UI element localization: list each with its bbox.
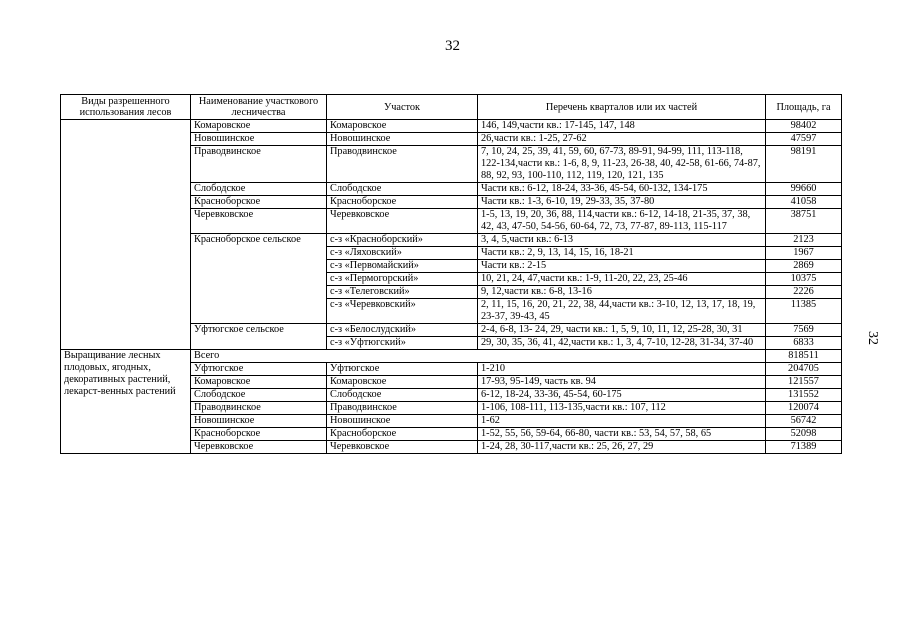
header-uchastok: Участок (327, 95, 478, 120)
area-cell: 2226 (766, 286, 842, 299)
section1-body (61, 120, 842, 350)
lesnichestvo-cell: Комаровское (191, 120, 327, 133)
total-label-cell: Всего (191, 350, 766, 363)
vid-cell-empty (61, 120, 191, 350)
uchastok-cell: с-з «Уфтюгский» (327, 337, 478, 350)
uchastok-cell: с-з «Телеговский» (327, 286, 478, 299)
area-cell: 11385 (766, 299, 842, 324)
kvartaly-cell: 17-93, 95-149, часть кв. 94 (478, 376, 766, 389)
lesnichestvo-cell: Черевковское (191, 209, 327, 234)
total-area-cell: 818511 (766, 350, 842, 363)
side-page-number: 32 (865, 331, 880, 345)
uchastok-cell: Новошинское (327, 415, 478, 428)
area-cell: 204705 (766, 363, 842, 376)
uchastok-cell: с-з «Ляховский» (327, 247, 478, 260)
header-kvartaly: Перечень кварталов или их частей (478, 95, 766, 120)
area-cell: 10375 (766, 273, 842, 286)
area-cell: 120074 (766, 402, 842, 415)
area-cell: 7569 (766, 324, 842, 337)
kvartaly-cell: 1-62 (478, 415, 766, 428)
lesnichestvo-cell: Уфтюгское сельское (191, 324, 327, 350)
area-cell: 2123 (766, 234, 842, 247)
kvartaly-cell: Части кв.: 2, 9, 13, 14, 15, 16, 18-21 (478, 247, 766, 260)
header-area: Площадь, га (766, 95, 842, 120)
uchastok-cell: с-з «Красноборский» (327, 234, 478, 247)
uchastok-cell: Комаровское (327, 376, 478, 389)
lesnichestvo-cell: Новошинское (191, 415, 327, 428)
uchastok-cell: Черевковское (327, 441, 478, 454)
uchastok-cell: Красноборское (327, 196, 478, 209)
kvartaly-cell: Части кв.: 6-12, 18-24, 33-36, 45-54, 60-132, 134-175 (478, 183, 766, 196)
area-cell: 56742 (766, 415, 842, 428)
area-cell: 2869 (766, 260, 842, 273)
kvartaly-cell: 9, 12,части кв.: 6-8, 13-16 (478, 286, 766, 299)
kvartaly-cell: 1-106, 108-111, 113-135,части кв.: 107, 112 (478, 402, 766, 415)
header-lesnichestvo: Наименование участкового лесничества (191, 95, 327, 120)
uchastok-cell: Красноборское (327, 428, 478, 441)
kvartaly-cell: 1-5, 13, 19, 20, 36, 88, 114,части кв.: 6-12, 14-18, 21-35, 37, 38, 42, 43, 47-50, 54-56, 60-64, 72, 73, 77-87, 89-113, 115-117 (478, 209, 766, 234)
lesnichestvo-cell: Комаровское (191, 376, 327, 389)
lesnichestvo-cell: Уфтюгское (191, 363, 327, 376)
vid-cell: Выращивание лесных плодовых, ягодных, декоративных растений, лекарст-венных растений (61, 350, 191, 454)
page-number: 32 (445, 38, 460, 54)
area-cell: 1967 (766, 247, 842, 260)
area-cell: 121557 (766, 376, 842, 389)
area-cell: 52098 (766, 428, 842, 441)
uchastok-cell: Комаровское (327, 120, 478, 133)
area-cell: 98191 (766, 146, 842, 183)
uchastok-cell: с-з «Первомайский» (327, 260, 478, 273)
kvartaly-cell: 3, 4, 5,части кв.: 6-13 (478, 234, 766, 247)
kvartaly-cell: 1-52, 55, 56, 59-64, 66-80, части кв.: 53, 54, 57, 58, 65 (478, 428, 766, 441)
lesnichestvo-cell: Слободское (191, 183, 327, 196)
header-vid: Виды разрешенного использования лесов (61, 95, 191, 120)
uchastok-cell: с-з «Белослудский» (327, 324, 478, 337)
uchastok-cell: Черевковское (327, 209, 478, 234)
lesnichestvo-cell: Слободское (191, 389, 327, 402)
kvartaly-cell: 1-24, 28, 30-117,части кв.: 25, 26, 27, 29 (478, 441, 766, 454)
kvartaly-cell: Части кв.: 1-3, 6-10, 19, 29-33, 35, 37-80 (478, 196, 766, 209)
area-cell: 71389 (766, 441, 842, 454)
lesnichestvo-cell: Красноборское (191, 196, 327, 209)
lesnichestvo-cell: Праводвинское (191, 146, 327, 183)
kvartaly-cell: 2, 11, 15, 16, 20, 21, 22, 38, 44,части кв.: 3-10, 12, 13, 17, 18, 19, 23-37, 39-43, 45 (478, 299, 766, 324)
area-cell: 41058 (766, 196, 842, 209)
section2-body (61, 350, 842, 454)
kvartaly-cell: 26,части кв.: 1-25, 27-62 (478, 133, 766, 146)
kvartaly-cell: 2-4, 6-8, 13- 24, 29, части кв.: 1, 5, 9, 10, 11, 12, 25-28, 30, 31 (478, 324, 766, 337)
forest-use-table (60, 94, 842, 454)
uchastok-cell: с-з «Пермогорский» (327, 273, 478, 286)
table-row (61, 120, 842, 133)
lesnichestvo-cell: Красноборское сельское (191, 234, 327, 324)
kvartaly-cell: 29, 30, 35, 36, 41, 42,части кв.: 1, 3, 4, 7-10, 12-28, 31-34, 37-40 (478, 337, 766, 350)
area-cell: 47597 (766, 133, 842, 146)
uchastok-cell: Слободское (327, 183, 478, 196)
uchastok-cell: Слободское (327, 389, 478, 402)
uchastok-cell: Уфтюгское (327, 363, 478, 376)
uchastok-cell: Праводвинское (327, 146, 478, 183)
area-cell: 6833 (766, 337, 842, 350)
lesnichestvo-cell: Черевковское (191, 441, 327, 454)
area-cell: 131552 (766, 389, 842, 402)
uchastok-cell: Новошинское (327, 133, 478, 146)
lesnichestvo-cell: Праводвинское (191, 402, 327, 415)
kvartaly-cell: 10, 21, 24, 47,части кв.: 1-9, 11-20, 22, 23, 25-46 (478, 273, 766, 286)
kvartaly-cell: 146, 149,части кв.: 17-145, 147, 148 (478, 120, 766, 133)
kvartaly-cell: Части кв.: 2-15 (478, 260, 766, 273)
area-cell: 38751 (766, 209, 842, 234)
header-row (61, 95, 842, 120)
area-cell: 99660 (766, 183, 842, 196)
total-row (61, 350, 842, 363)
uchastok-cell: с-з «Черевковский» (327, 299, 478, 324)
uchastok-cell: Праводвинское (327, 402, 478, 415)
kvartaly-cell: 6-12, 18-24, 33-36, 45-54, 60-175 (478, 389, 766, 402)
lesnichestvo-cell: Красноборское (191, 428, 327, 441)
lesnichestvo-cell: Новошинское (191, 133, 327, 146)
area-cell: 98402 (766, 120, 842, 133)
kvartaly-cell: 7, 10, 24, 25, 39, 41, 59, 60, 67-73, 89-91, 94-99, 111, 113-118, 122-134,части кв.: 1-6, 8, 9, 11-23, 26-38, 40, 42-58, 61-66, 74-87, 88, 92, 93, 100-110, 112, 119, 120, 121, 135 (478, 146, 766, 183)
kvartaly-cell: 1-210 (478, 363, 766, 376)
